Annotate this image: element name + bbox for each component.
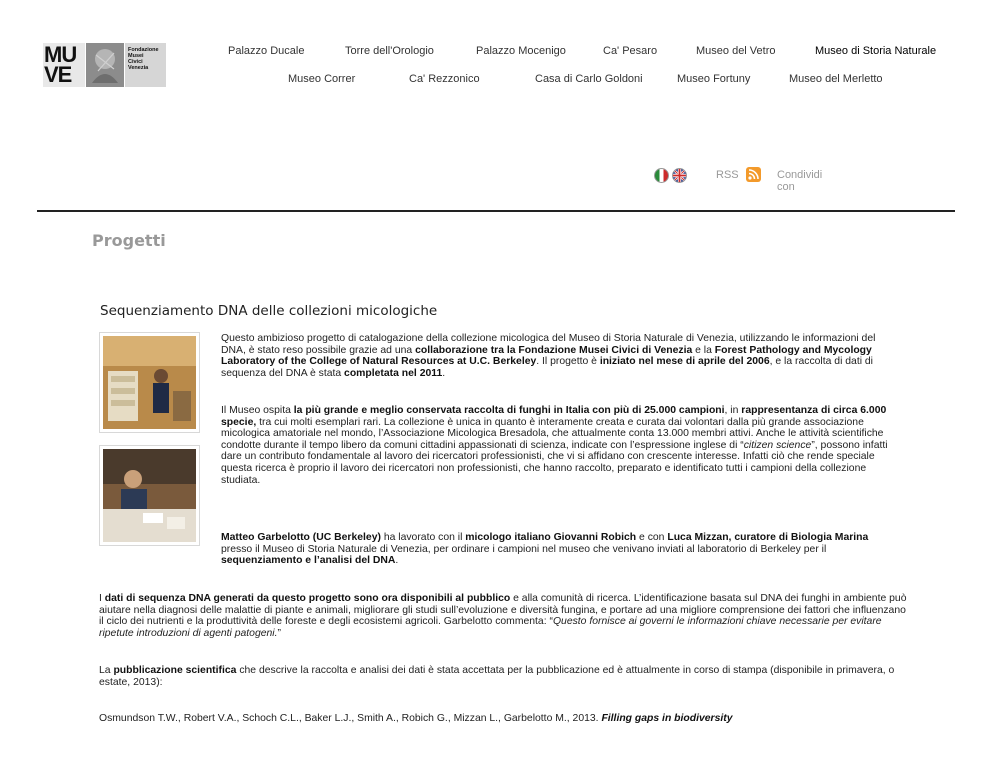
section-title: Progetti <box>92 231 166 250</box>
nav-palazzo-ducale[interactable]: Palazzo Ducale <box>228 45 305 57</box>
english-flag-icon[interactable] <box>672 168 687 183</box>
share-link[interactable]: Condividi con <box>777 169 823 193</box>
paragraph-citation: Osmundson T.W., Robert V.A., Schoch C.L., Baker L.J., Smith A., Robich G., Mizzan L., Garbelotto M., 2013. Filling gaps in biodiversity <box>99 713 733 724</box>
muve-logo-mark: MU VE <box>43 43 85 87</box>
nav-ca-rezzonico[interactable]: Ca' Rezzonico <box>409 73 480 85</box>
italian-flag-icon[interactable] <box>654 168 669 183</box>
nav-casa-goldoni[interactable]: Casa di Carlo Goldoni <box>535 73 643 85</box>
photo-lab-worker[interactable] <box>99 332 200 433</box>
logo-lion-emblem <box>86 43 124 87</box>
nav-torre-orologio[interactable]: Torre dell'Orologio <box>345 45 434 57</box>
nav-museo-fortuny[interactable]: Museo Fortuny <box>677 73 751 85</box>
paragraph-publication: La pubblicazione scientifica che descrive la raccolta e analisi dei dati è stata accettata per la pubblicazione ed è attualmente in corso di stampa (disponibile in primavera, o estate, 2013): <box>99 665 895 688</box>
logo-foundation-text: Fondazione Musei Civici Venezia <box>125 43 166 87</box>
nav-museo-correr[interactable]: Museo Correr <box>288 73 356 85</box>
paragraph-collection: Il Museo ospita la più grande e meglio conservata raccolta di funghi in Italia con più di 25.000 campioni, in rappresentanza di circa 6.000 specie, tra cui molti esemplari rari. La collezione è unica in quanto è interamente creata e curata dai volontari dalla più grande associazione micologica amatoriale nel mondo, l’Associazione Micologica Bresadola, che attualmente conta 13.000 membri attivi. Anche le attività scientifiche condotte durante il tempo libero da comuni cittadini appassionati di scienza, indicate con l’espressione inglese di “citizen science”, possono infatti dare un contributo fondamentale al lavoro dei ricercatori professionisti, che vi si affidano con crescente interesse. Infatti ciò che rende speciale questa ricerca è proprio il lavoro dei ricercatori non professionisti, che hanno raccolto, preparato e identificato tutti i campioni della collezione studiata. <box>221 405 888 486</box>
paragraph-intro: Questo ambizioso progetto di catalogazione della collezione micologica del Museo di Storia Naturale di Venezia, utilizzando le informazioni del DNA, è stato reso possibile grazie ad una collaborazione tra la Fondazione Musei Civici di Venezia e la Forest Pathology and Mycology Laboratory of the College of Natural Resources at U.C. Berkeley. Il progetto è iniziato nel mese di aprile del 2006, e la raccolta di dati di sequenza del DNA è stata completata nel 2011. <box>221 333 876 379</box>
rss-icon[interactable] <box>746 167 761 182</box>
photo-researcher-desk[interactable] <box>99 445 200 546</box>
nav-museo-storia-naturale[interactable]: Museo di Storia Naturale <box>815 45 937 57</box>
nav-museo-vetro[interactable]: Museo del Vetro <box>696 45 776 57</box>
muve-logo[interactable] <box>43 43 166 87</box>
rss-link[interactable]: RSS <box>716 169 739 181</box>
nav-ca-pesaro[interactable]: Ca' Pesaro <box>603 45 658 57</box>
paragraph-data-availability: I dati di sequenza DNA generati da questo progetto sono ora disponibili al pubblico e alla comunità di ricerca. L’identificazione basata sul DNA dei funghi in ambiente può aiutare nella diagnosi delle malattie di piante e animali, migliorare gli studi sull’evoluzione e diversità fungina, e portare ad una migliore comprensione dei fattori che influenzano il ciclo dei nutrienti e la produttività delle foreste e degli ecosistemi agricoli. Garbelotto commenta: “Questo fornisce ai governi le informazioni chiave necessarie per evitare ripetute introduzioni di agenti patogeni.” <box>99 593 907 639</box>
paragraph-team: Matteo Garbelotto (UC Berkeley) ha lavorato con il micologo italiano Giovanni Robich e con Luca Mizzan, curatore di Biologia Marina presso il Museo di Storia Naturale di Venezia, per ordinare i campioni nel museo che venivano inviati al laboratorio di Berkeley per il sequenziamento e l’analisi del DNA. <box>221 532 869 567</box>
article-title: Sequenziamento DNA delle collezioni micologiche <box>100 303 438 319</box>
nav-palazzo-mocenigo[interactable]: Palazzo Mocenigo <box>476 45 566 57</box>
header-divider <box>37 210 955 212</box>
nav-museo-merletto[interactable]: Museo del Merletto <box>789 73 883 85</box>
